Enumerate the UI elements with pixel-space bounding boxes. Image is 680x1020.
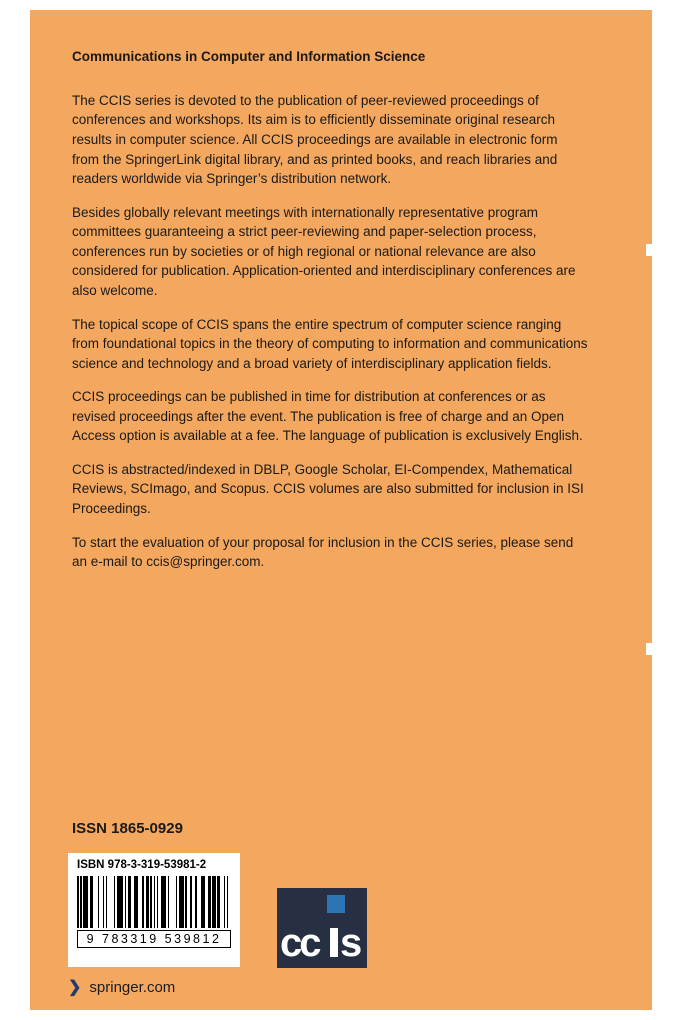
cover-panel <box>30 10 652 1010</box>
cover-paragraph-indexing: CCIS is abstracted/indexed in DBLP, Google Scholar, EI-Compendex, Mathematical Reviews, SCImago, and Scopus. CCIS volumes are also submitted for inclusion in ISI Proceedings. <box>72 461 584 517</box>
ccis-logo-i-stem <box>330 928 338 957</box>
isbn-label: ISBN 978-3-319-53981-2 <box>77 859 207 871</box>
cover-paragraph-series-description: The CCIS series is devoted to the publication of peer-reviewed proceedings of conferences and workshops. Its aim is to efficiently disseminate original research results in computer science. All CCIS proceedings are available in electronic form from the SpringerLink digital library, and as printed books, and reach libraries and readers worldwide via Springer’s distribution network. <box>72 92 558 187</box>
barcode-digits: 9 783319 539812 <box>77 930 231 948</box>
edge-notch <box>646 643 652 655</box>
cover-paragraph-topical-scope: The topical scope of CCIS spans the entire spectrum of computer science ranging from foundational topics in the theory of computing to information and communications science and technology and a broad variety of interdisciplinary application fields. <box>72 316 588 371</box>
issn-label: ISSN 1865-0929 <box>72 820 183 837</box>
ccis-logo-i-dot-square <box>327 895 345 913</box>
springer-url: springer.com <box>89 979 176 996</box>
series-title: Communications in Computer and Information Science <box>72 49 426 64</box>
cover-paragraph-proposal: To start the evaluation of your proposal for inclusion in the CCIS series, please send an e-mail to ccis@springer.com. <box>72 534 574 570</box>
chevron-icon: ❯ <box>68 978 82 996</box>
cover-text-block <box>72 48 588 586</box>
isbn-barcode-box <box>68 853 240 967</box>
barcode <box>77 876 229 928</box>
footer <box>68 979 175 996</box>
edge-notch <box>646 244 652 256</box>
ccis-logo <box>277 888 367 968</box>
ccis-logo-s-letter: s <box>340 921 363 965</box>
cover-paragraph-publication: CCIS proceedings can be published in time for distribution at conferences or as revised proceedings after the event. The publication is free of charge and an Open Access option is available at a fee. The language of publication is exclusively English. <box>72 389 583 444</box>
ccis-logo-cc-letters: cc <box>280 921 319 965</box>
cover-paragraph-meetings: Besides globally relevant meetings with internationally representative program committees guaranteeing a strict peer-reviewing and paper-selection process, conferences run by societies or of high regional or national relevance are also considered for publication. Application-oriented and interdisciplinary conferences are also welcome. <box>72 204 576 298</box>
